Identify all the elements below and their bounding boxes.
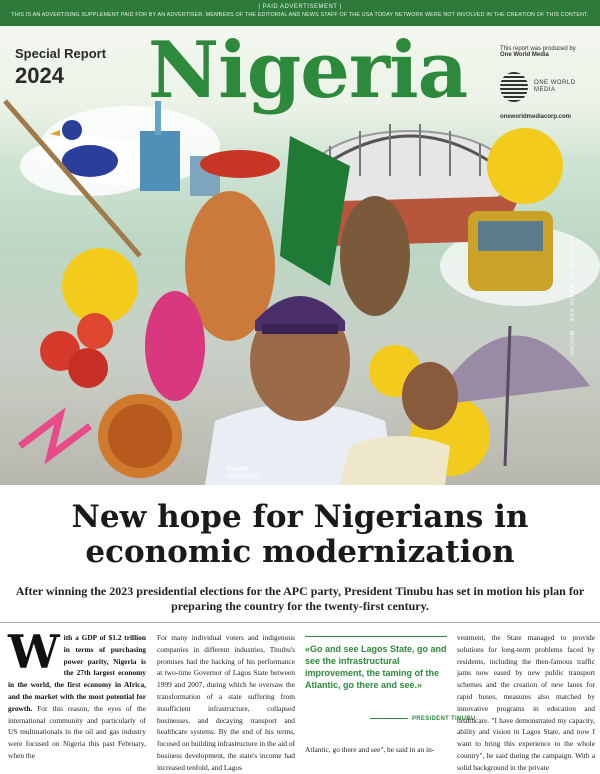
advertisement-banner (0, 0, 600, 26)
cover-collage (0, 26, 600, 485)
article-column-4: vestment, the State managed to provide solutions for long-term problems faced by residents, including the then-famous traffic jams now eased by new public transport schemes and the creation of new lanes for rapid buses, measures also matched by innovative programs in education and healthcare. "I have demonstrated my capacity, ability and vision in Lagos State, and now I want to bring this experience to the whole country", he said during the campaign. With a solid background in the private (457, 633, 595, 772)
pull-quote-attribution: PRESIDENT TINUBU (370, 716, 475, 722)
article-column-1 (8, 625, 146, 762)
pull-quote: «Go and see Lagos State, go and see the infrastructural improvement, the taming of the Atlantic, go there and see.» (305, 636, 447, 691)
producer-line: This report was produced by (500, 46, 576, 52)
producer-block (500, 46, 595, 120)
one-world-media-logo (500, 72, 595, 102)
producer-url[interactable]: oneworldmediacorp.com (500, 114, 572, 120)
special-report-label: Special Report (15, 46, 107, 61)
advertiser-disclaimer: THIS IS AN ADVERTISING SUPPLEMENT PAID FOR BY AN ADVERTISER. MEMBERS OF THE EDITORIAL AND NEWS STAFF OF THE USA TODAY NETWORK WERE NOT INVOLVED IN THE CREATION OF THIS CONTENT. (11, 12, 589, 18)
photo-caption (226, 467, 260, 481)
producer-brand: One World Media (500, 52, 549, 58)
article-column-2: For many individual voters and indigenous companies in different industries, Tinubu's promises had the backing of his performance at two-time Governor of Lagos State between 1999 and 2007, during which he oversaw the transformation of a state suffering from insufficient infrastructure, collapsed businesses, and decaying transport and healthcare systems. By the end of his terms, focused on building infrastructure in the aid of business development, the state's income had increased tenfold, and Lagos (157, 633, 295, 772)
masthead-title: Nigeria (147, 25, 468, 116)
special-report-badge (15, 46, 106, 89)
report-year: 2024 (15, 63, 64, 88)
article-headline: New hope for Nigerians in economic modernization (71, 499, 529, 571)
caption-name: TINUBU (226, 467, 249, 473)
section-divider (0, 622, 600, 623)
article-standfirst: After winning the 2023 presidential elections for the APC party, President Tinubu has set in motion his plan for preparing the country for the twenty-first century. (15, 584, 585, 613)
drop-cap: W (8, 625, 60, 679)
paid-advertisement-tag: | PAID ADVERTISEMENT | (258, 4, 342, 10)
lead-paragraph-bold: ith a GDP of $1.2 trillion in terms of purchasing power parity, Nigeria is the 27th largest economy in the world, the first economy in Africa, and the market with the most potential for growth. (8, 633, 146, 713)
collage-credit: COLLAGE BY MAGIC ESE - MUCHU (568, 236, 574, 357)
logo-text: ONE WORLD MEDIA (534, 79, 576, 93)
article-column-3: Atlantic, go there and see", he said in an in- (305, 745, 435, 754)
globe-icon (500, 72, 528, 102)
caption-role: PRESIDENT (226, 474, 261, 481)
lead-paragraph-rest: For this reason, the eyes of the international community and particularly of US multinationals in the oil and gas industry were focused on Nigeria this past February, when the (8, 703, 146, 760)
